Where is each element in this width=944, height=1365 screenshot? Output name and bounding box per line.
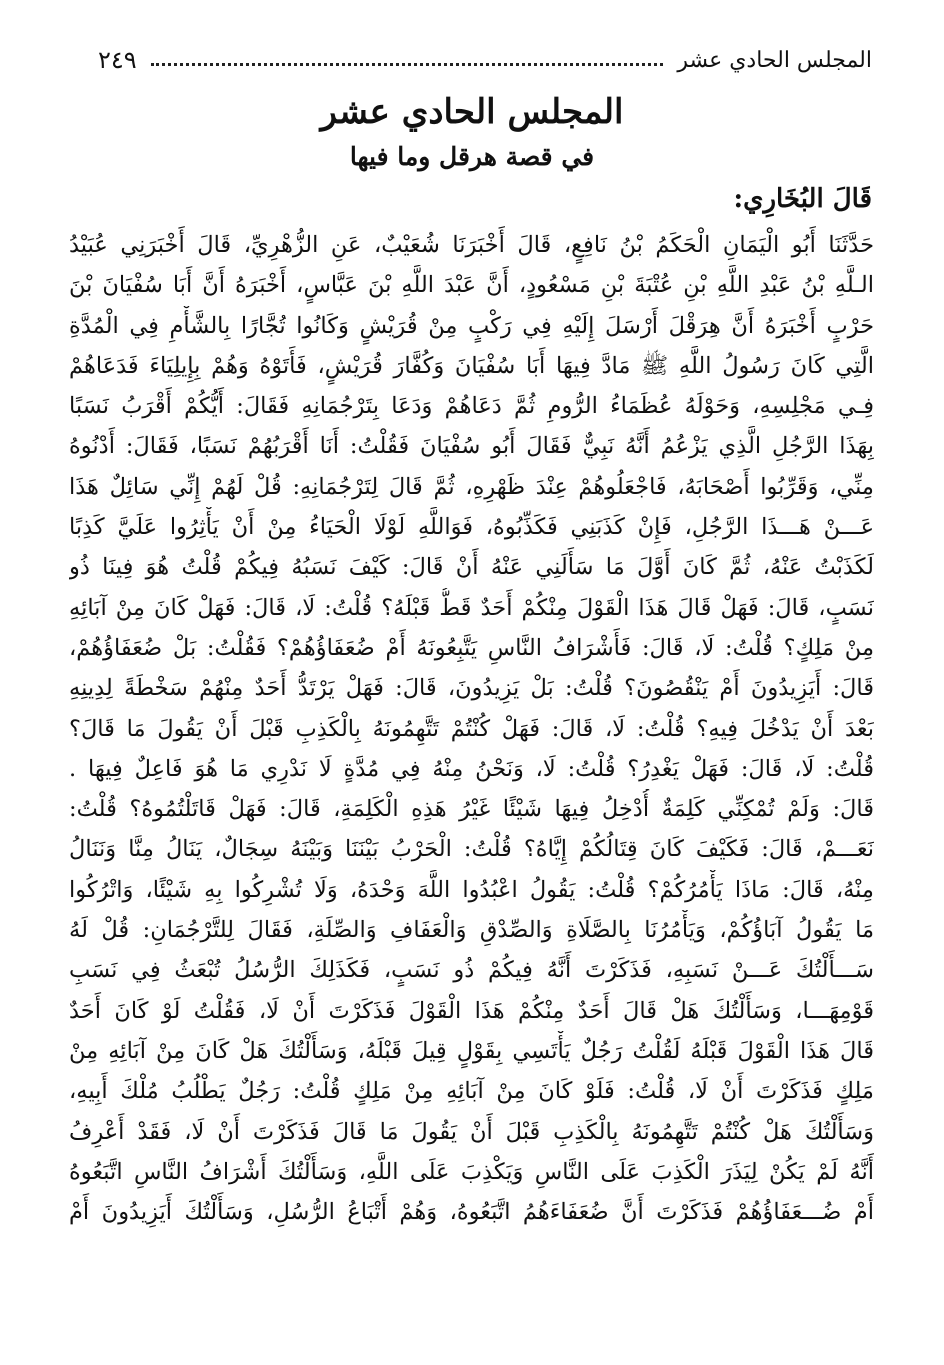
text-line: مَلِكٍ فَذَكَرْتَ أَنْ لَا، قُلْتُ: فَلَوْ كَانَ مِنْ آبَائِهِ مِنْ مَلِكٍ قُلْتُ: رَجُلٌ يَطْلُبُ مُلْكَ أَبِيهِ، bbox=[69, 1078, 874, 1105]
text-line: مِنْ مَلِكٍ؟ قُلْتُ: لَا، قَالَ: فَأَشْرَافُ النَّاسِ يَتَّبِعُونَهُ أَمْ ضُعَفَاؤُهُمْ؟ فَقُلْتُ: بَلْ ضُعَفَاؤُهُمْ، bbox=[69, 634, 874, 661]
text-line: حَدَّثَنَا أَبُو الْيَمَانِ الْحَكَمُ بْنُ نَافِعٍ، قَالَ أَخْبَرَنَا شُعَيْبٌ، عَنِ الزُّهْرِيِّ، قَالَ أَخْبَرَنِي عُبَيْدُ bbox=[69, 232, 874, 258]
text-line: الـلَّهِ بْنُ عَبْدِ اللَّهِ بْنِ عُتْبَةَ بْنِ مَسْعُودٍ، أَنَّ عَبْدَ اللَّهِ بْنَ عَبَّاسٍ، أَخْبَرَهُ أَنَّ أَبَا سُفْيَانَ بْنَ bbox=[69, 272, 874, 299]
text-line: مِنِّي، وَقَرِّبُوا أَصْحَابَهُ، فَاجْعَلُوهُمْ عِنْدَ ظَهْرِهِ، ثُمَّ قَالَ لِتَرْجُمَانِهِ: قُلْ لَهُمْ إِنِّي سَائِلٌ هَذَا bbox=[69, 473, 874, 500]
text-line: بِهَذَا الرَّجُلِ الَّذِي يَزْعُمُ أَنَّهُ نَبِيٌّ فَقَالَ أَبُو سُفْيَانَ فَقُلْتُ: أَنَا أَقْرَبُهُمْ نَسَبًا، فَقَالَ: أَدْنُوهُ bbox=[69, 433, 874, 460]
text-line: نَعَـــمْ، قَالَ: فَكَيْفَ كَانَ قِتَالُكُمْ إِيَّاهُ؟ قُلْتُ: الْحَرْبُ بَيْنَنَا وَبَيْنَهُ سِجَالٌ، يَنَالُ مِنَّا وَنَنَالُ bbox=[69, 836, 874, 863]
text-line: أَمْ ضُـــعَفَاؤُهُمْ فَذَكَرْتَ أَنَّ ضُعَفَاءَهُمُ اتَّبَعُوهُ، وَهُمْ أَتْبَاعُ الرُّسُلِ، وَسَأَلْتُكَ أَيَزِيدُونَ أَمْ bbox=[69, 1199, 874, 1226]
text-line: مَا يَقُولُ آبَاؤُكُمْ، وَيَأْمُرُنَا بِالصَّلَاةِ وَالصِّدْقِ وَالْعَفَافِ وَالصِّلَةِ، فَقَالَ لِلتَّرْجُمَانِ: قُلْ لَهُ bbox=[69, 917, 874, 944]
text-line: لَكَذَبْتُ عَنْهُ، ثُمَّ كَانَ أَوَّلَ مَا سَأَلَنِي عَنْهُ أَنْ قَالَ: كَيْفَ نَسَبُهُ فِيكُمْ قُلْتُ هُوَ فِينَا ذُو bbox=[69, 554, 874, 581]
text-line: قَالَ: وَلَمْ تُمْكِنِّي كَلِمَةٌ أُدْخِلُ فِيهَا شَيْئًا غَيْرُ هَذِهِ الْكَلِمَةِ، قَالَ: فَهَلْ قَاتَلْتُمُوهُ؟ قُلْتُ: bbox=[69, 796, 874, 823]
hadith-body bbox=[69, 225, 874, 1232]
text-line: قَالَ هَذَا الْقَوْلَ قَبْلَهُ لَقُلْتُ رَجُلٌ يَأْتَسِي بِقَوْلٍ قِيلَ قَبْلَهُ، وَسَأَلْتُكَ هَلْ كَانَ مِنْ آبَائِهِ مِنْ bbox=[69, 1037, 874, 1064]
text-line: وَسَأَلْتُكَ هَلْ كُنْتُمْ تَتَّهِمُونَهُ بِالْكَذِبِ قَبْلَ أَنْ يَقُولَ مَا قَالَ فَذَكَرْتَ أَنْ لَا، فَقَدْ أَعْرِفُ bbox=[69, 1118, 874, 1145]
page-number: ٢٤٩ bbox=[98, 46, 137, 74]
text-line: بَعْدَ أَنْ يَدْخُلَ فِيهِ؟ قُلْتُ: لَا، قَالَ: فَهَلْ كُنْتُمْ تَتَّهِمُونَهُ بِالْكَذِبِ قَبْلَ أَنْ يَقُولَ مَا قَالَ؟ bbox=[69, 715, 874, 742]
text-line: عَـــنْ هَـــذَا الرَّجُلِ، فَإِنْ كَذَبَنِي فَكَذِّبُوهُ، فَوَاللَّهِ لَوْلَا الْحَيَاءُ مِنْ أَنْ يَأْثِرُوا عَلَيَّ كَذِبًا bbox=[69, 514, 874, 541]
text-line: حَرْبٍ أَخْبَرَهُ أَنَّ هِرَقْلَ أَرْسَلَ إِلَيْهِ فِي رَكْبٍ مِنْ قُرَيْشٍ وَكَانُوا تُجَّارًا بِالشَّأْمِ فِي الْمُدَّةِ bbox=[69, 312, 874, 339]
chapter-title: المجلس الحادي عشر bbox=[320, 92, 624, 132]
chapter-subtitle: في قصة هرقل وما فيها bbox=[349, 142, 595, 171]
speaker-heading: قَالَ البُخَارِي: bbox=[733, 184, 872, 214]
text-line: سَـــأَلْتُكَ عَـــنْ نَسَبِهِ، فَذَكَرْتَ أَنَّهُ فِيكُمْ ذُو نَسَبٍ، فَكَذَلِكَ الرُّسُلُ تُبْعَثُ فِي نَسَبِ bbox=[69, 957, 874, 984]
text-line: مِنْهُ، قَالَ: مَاذَا يَأْمُرُكُمْ؟ قُلْتُ: يَقُولُ اعْبُدُوا اللَّهَ وَحْدَهُ، وَلَا تُشْرِكُوا بِهِ شَيْئًا، وَاتْرُكُوا bbox=[69, 876, 874, 903]
text-line: نَسَبٍ، قَالَ: فَهَلْ قَالَ هَذَا الْقَوْلَ مِنْكُمْ أَحَدٌ قَطُّ قَبْلَهُ؟ قُلْتُ: لَا، قَالَ: فَهَلْ كَانَ مِنْ آبَائِهِ bbox=[69, 594, 874, 621]
running-title: المجلس الحادي عشر bbox=[677, 47, 872, 73]
text-line: قَوْمِهَـــا، وَسَأَلْتُكَ هَلْ قَالَ أَحَدٌ مِنْكُمْ هَذَا الْقَوْلَ فَذَكَرْتَ أَنْ لَا، فَقُلْتُ لَوْ كَانَ أَحَدٌ bbox=[69, 997, 874, 1024]
dotted-leader bbox=[151, 63, 664, 66]
text-line: أَنَّهُ لَمْ يَكُنْ لِيَذَرَ الْكَذِبَ عَلَى النَّاسِ وَيَكْذِبَ عَلَى اللَّهِ، وَسَأَلْتُكَ أَشْرَافُ النَّاسِ اتَّبَعُوهُ bbox=[69, 1158, 874, 1185]
text-line: قَالَ: أَيَزِيدُونَ أَمْ يَنْقُصُونَ؟ قُلْتُ: بَلْ يَزِيدُونَ، قَالَ: فَهَلْ يَرْتَدُّ أَحَدٌ مِنْهُمْ سَخْطَةً لِدِينِهِ bbox=[69, 675, 874, 702]
text-line: فِـي مَجْلِسِهِ، وَحَوْلَهُ عُظَمَاءُ الرُّومِ ثُمَّ دَعَاهُمْ وَدَعَا بِتَرْجُمَانِهِ فَقَالَ: أَيُّكُمْ أَقْرَبُ نَسَبًا bbox=[69, 393, 874, 420]
running-header bbox=[98, 40, 872, 80]
text-line: الَّتِي كَانَ رَسُولُ اللَّهِ ﷺ مَادَّ فِيهَا أَبَا سُفْيَانَ وَكُفَّارَ قُرَيْشٍ، فَأَتَوْهُ وَهُمْ بِإِيلِيَاءَ فَدَعَاهُمْ bbox=[69, 352, 874, 379]
text-line: قُلْتُ: لَا، قَالَ: فَهَلْ يَغْدِرُ؟ قُلْتُ: لَا، وَنَحْنُ مِنْهُ فِي مُدَّةٍ لَا نَدْرِي مَا هُوَ فَاعِلٌ فِيهَا . bbox=[69, 755, 874, 782]
